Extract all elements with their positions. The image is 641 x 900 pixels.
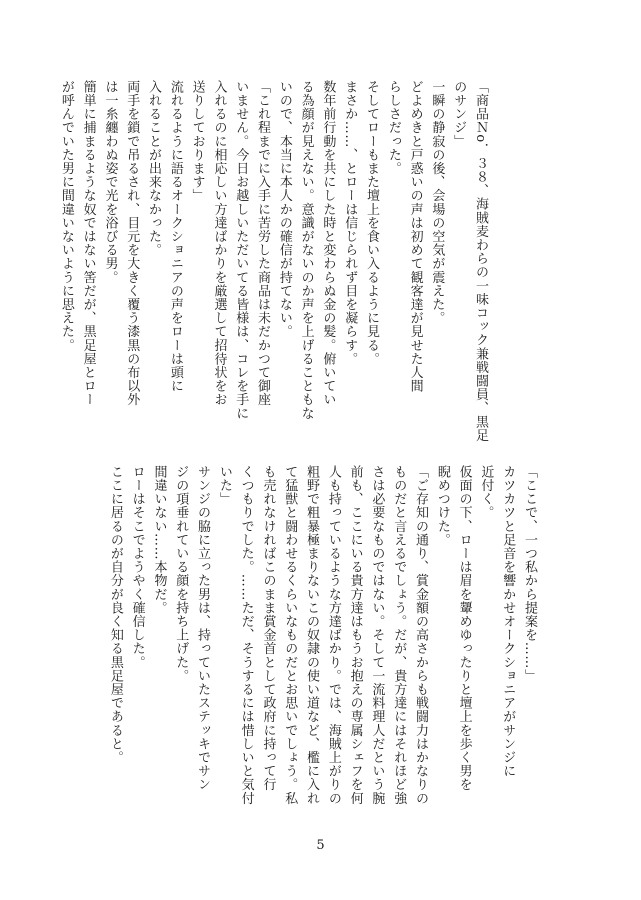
text-line: が呼んでいた男に間違いないように思えた。 <box>58 80 74 352</box>
text-line: 送りしております」 <box>189 80 205 203</box>
page-number: 5 <box>316 838 325 853</box>
text-line: のサンジ」 <box>451 80 467 148</box>
text-line: 一瞬の静寂の後、会場の空気が震えた。 <box>429 80 445 325</box>
text-line: くつもりでした。……ただ、そうするには惜しいと気付 <box>238 465 254 805</box>
text-line: カツカツと足音を響かせオークショニアがサンジに <box>500 465 516 778</box>
text-line: 流れるように語るオークショニアの声をローは頭に <box>167 80 183 393</box>
text-line: さは必要なものではない。そして一流料理人だという腕 <box>369 465 385 805</box>
text-line: 「商品Ｎo．３８、海賊麦わらの一味コック兼戦闘員、黒足 <box>473 80 488 443</box>
text-line: ジの項垂れている顔を持ち上げた。 <box>173 465 189 683</box>
text-line: どよめきと戸惑いの声は初めて観客達が見せた人間 <box>407 80 423 393</box>
text-line: 人も持っているような方達ばかり。では、海賊上がりの <box>325 465 341 805</box>
text-line: 前も、ここにいる貴方達はもうお抱えの専属シェフを何 <box>347 465 363 805</box>
text-line: 簡単に捕まるような奴ではない筈だが、黒足屋とロー <box>80 80 96 407</box>
text-line: も売れなければこのまま賞金首として政府に持って行 <box>260 465 276 792</box>
text-line: 間違いない……本物だ。 <box>151 465 167 615</box>
text-line: いので、本当に本人かの確信が持てない。 <box>276 80 292 339</box>
text-line: そしてローもまた壇上を食い入るように見る。 <box>364 80 380 366</box>
text-line: いません。今日お越しいただいてる皆様は、コレを手に <box>233 80 249 420</box>
text-line: ものだと言えるでしょう。だが、貴方達にはそれほど強 <box>391 465 407 805</box>
text-line: まさか……、とローは信じられず目を凝らす。 <box>342 80 358 366</box>
text-line: 仮面の下、ローは眉を顰めゆったりと壇上を歩く男を <box>456 465 472 792</box>
text-line: サンジの脇に立った男は、持っていたステッキでサン <box>195 465 211 792</box>
text-line: 「これ程までに入手に苦労した商品は未だかつて御座 <box>255 80 271 407</box>
text-line: 「ご存知の通り、賞金額の高さからも戦闘力はかなりの <box>413 465 429 805</box>
text-line: ここに居るのが自分が良く知る黒足屋であると。 <box>107 465 123 765</box>
text-line: 入れるのに相応しい方達ばかりを厳選して招待状をお <box>211 80 227 407</box>
text-line: 数年前行動を共にした時と変わらぬ金の髪。俯いてい <box>320 80 336 407</box>
text-block-bottom <box>104 465 540 835</box>
text-line: いた」 <box>216 465 232 506</box>
text-line: 入れることが出来なかった。 <box>146 80 162 257</box>
text-block-top <box>55 80 491 450</box>
text-line: らしさだった。 <box>385 80 401 176</box>
text-line: 近付く。 <box>478 465 494 520</box>
text-line: 睨めつけた。 <box>434 465 450 547</box>
text-line: 両手を鎖で吊るされ、目元を大きく覆う漆黒の布以外 <box>124 80 140 407</box>
text-line: て猛獣と闘わせるくらいなものだとお思いでしょう。私 <box>282 465 298 805</box>
text-line: る為顔が見えない。意識がないのか声を上げることもな <box>298 80 314 420</box>
text-line: 「ここで、一つ私から提案を……」 <box>522 465 537 683</box>
text-line: は一糸纏わぬ姿で光を浴びる男。 <box>102 80 118 284</box>
text-line: 粗野で粗暴極まりないこの奴隷の使い道など、檻に入れ <box>304 465 320 805</box>
text-line: ローはそこでようやく確信した。 <box>129 465 145 669</box>
